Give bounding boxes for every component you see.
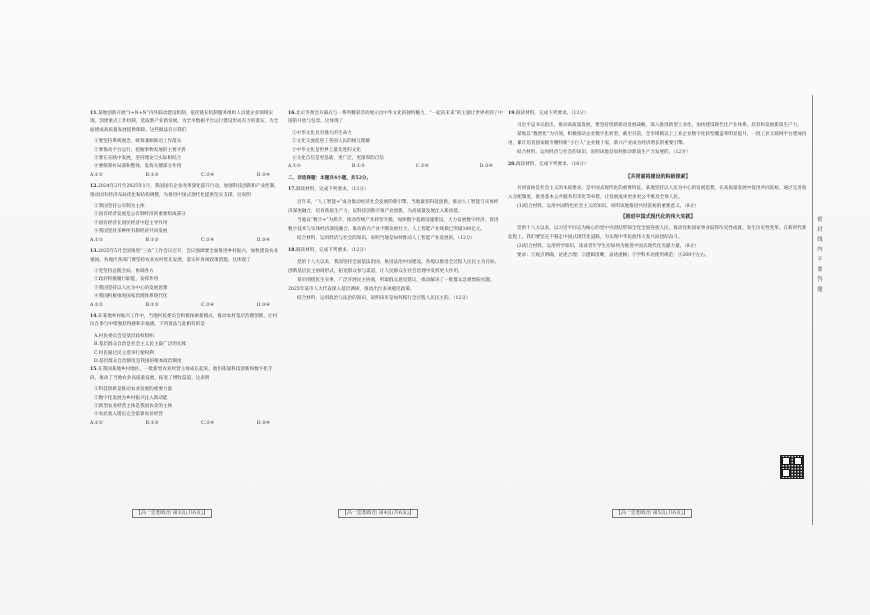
- option: D.基层群众自治制度是我国的根本政治制度: [94, 358, 182, 364]
- question-number: 14.: [90, 313, 98, 319]
- page-footer: 【高一思想政治 第3页(共6页)】: [132, 509, 212, 518]
- option: ②政府积极履行职能，发挥作用: [94, 277, 159, 283]
- option: ④要统筹好局部和整体，发挥关键部分作用: [94, 164, 182, 170]
- option: ④文化自信是更基础、更广泛、更深厚的自信: [292, 156, 384, 162]
- answer-choices: [90, 420, 280, 428]
- question-15: [90, 366, 280, 383]
- question-number: 15.: [90, 367, 98, 373]
- question-stem: 某地创新开展“1+N+N”内外联动建设机制，依托链长机制服务组织人员使企业领域实现。创建重点工作机制，选取新产业新发展，为全市数据平台运行建设形成有力的落实，为全面建成高质量发展提供保障。这些做法启示我们: [90, 111, 279, 133]
- section-heading: 二、非选择题：本题共4小题，共52分。: [288, 175, 372, 181]
- question-prompt: 结合材料，运用经济与社会的知识，说明当地是如何推动人工智能产业发展的。（12分）: [297, 235, 476, 241]
- choice-a: A.①②: [90, 237, 104, 243]
- material-paragraph: 某市围绕民生实事，广泛开展民主协商，听取群众意见建议，推动解决了一批群众急难愁盼问题。2025年某市人大代表深入基层调研，推动出台多项惠民政策。: [288, 278, 495, 293]
- answer-choices: [90, 172, 280, 180]
- choice-a: A.①②: [288, 164, 302, 170]
- page-column-3: [508, 110, 808, 510]
- question-stem: 在我国某地乡村地区，一批新型农业经营主体成长起来。他们依靠科技创新和数字化手段，推动了当地农业高质量发展，拓宽了增收渠道。这表明: [90, 367, 273, 381]
- material-box-title: 【共同富裕建设的积极探索】: [625, 173, 691, 180]
- answer-choices: [90, 302, 280, 310]
- choice-b: B.①③: [351, 164, 365, 170]
- question-stem: 阅读材料，完成下列要求。（12分）: [296, 247, 369, 253]
- option: ④农民收入增长完全依靠农业经营: [94, 412, 163, 418]
- question-prompt: (2)结合材料，运用所学知识，谈谈青年学生应如何为推进中国式现代化贡献力量。（8分）: [517, 243, 699, 249]
- question-14: [90, 313, 280, 330]
- question-stem: 2024年2月至2025年1月，我国国有企业改革深化提升行动，加强科技创新和产业控制，推动国有经济布局优化和结构调整，为推进中国式现代化提供坚实支撑。这说明: [90, 184, 279, 198]
- option: ②文化交流促进了各国人民的相互理解: [292, 139, 371, 145]
- option: ①要坚持系统观念，统筹兼顾推动工作落实: [94, 139, 182, 145]
- question-stem: 北京冬奥会开幕式与一系列精彩活动展示出中华文化的独特魅力，“一起向未来”的主题让世界看到了中国的开放与包容。这体现了: [288, 111, 503, 125]
- question-number: 13.: [90, 249, 98, 255]
- question-18: [288, 247, 503, 255]
- material-paragraph: 当地以“数字+”为抓手，推动传统产业转型升级，加快数字基础设施建设，大力发展数字经济，促进数字技术与实体经济深度融合，推动新兴产业不断发展壮大，人工智能产业规模已突破100亿元。: [288, 217, 499, 232]
- choice-d: D.③④: [256, 237, 270, 243]
- choice-d: D.③④: [256, 302, 270, 308]
- question-prompt: 结合材料，运用政治与法治的知识，说明该市是如何践行全过程人民民主的。（12分）: [297, 296, 471, 302]
- question-number: 11.: [90, 111, 98, 116]
- material-paragraph: 党的十八大以来，我国坚持全面依法治国，推进法治中国建设。各地以推进全过程人民民主为目标，创新基层民主协商形式，拓宽群众参与渠道，让人民群众在社会治理中发挥更大作用。: [288, 260, 500, 275]
- material-paragraph: 习近平总书记指出，推动高质量发展，要坚持创新驱动发展战略，深入推进新型工业化，加快建设现代化产业体系，培育和发展新质生产力。: [517, 123, 802, 129]
- material-paragraph: 某地以“数智化”为引领，积极推动企业数字化转型。截至目前，全市规模以上工业企业数字化转型覆盖率明显提升，一批工业互联网平台建成投用，累计培育国家级专精特新“小巨人”企业数十家，新兴产业成为经济增长的重要引擎。: [508, 132, 807, 147]
- page-column-2: [288, 110, 503, 510]
- answer-requirements: 要求：①观点明确，论述合理；②逻辑清晰，表述流畅；③学科术语使用规范；④200字左右。: [517, 252, 710, 258]
- question-number: 16.: [288, 111, 296, 116]
- option: ②要推动平台运行，把握事物发展的主要矛盾: [94, 147, 186, 153]
- option: ①党坚持总揽全局、协调各方: [94, 268, 154, 274]
- binding-notice: 密封线内不要答题: [817, 217, 823, 293]
- option: ①中华文化具有强大的生命力: [292, 130, 352, 136]
- material-paragraph: 党的十八大以来，以习近平同志为核心的党中央团结带领全党全国各族人民，推动党和国家事业取得历史性成就、发生历史性变革。在新时代新征程上，我们要坚定不移走中国式现代化道路，为实现中华民族伟大复兴而团结奋斗。: [508, 225, 807, 240]
- option: ④我国坚持多种所有制经济共同发展: [94, 229, 168, 235]
- material-box-title: 【推进中国式现代化的伟大实践】: [620, 213, 696, 220]
- choice-a: A.①②: [90, 302, 104, 308]
- choice-c: C.②④: [201, 237, 215, 243]
- page-column-1: [90, 110, 280, 510]
- qr-code: [780, 455, 804, 479]
- question-17: [288, 186, 503, 194]
- option: ①科技创新是推动农业发展的重要力量: [94, 387, 173, 393]
- choice-b: B.①③: [145, 302, 159, 308]
- option: B.基层群众自治是社会主义民主最广泛的实践: [94, 342, 187, 348]
- choice-c: C.②④: [201, 420, 215, 426]
- question-11: [90, 110, 280, 135]
- option: A.村民委员会是基层政权组织: [94, 333, 154, 339]
- question-number: 17.: [288, 187, 296, 193]
- answer-choices: [288, 163, 503, 171]
- option: ③要在实践中发展，坚持理论与实际相结合: [94, 156, 182, 162]
- option: ①我国坚持公有制为主体: [94, 204, 145, 210]
- question-19: [508, 110, 808, 118]
- question-number: 19.: [508, 111, 516, 116]
- option: ③新型农业经营主体是我国农业的主体: [94, 404, 173, 409]
- binding-line: [812, 95, 813, 525]
- question-12: [90, 183, 280, 200]
- question-number: 12.: [90, 184, 98, 190]
- question-prompt: (1)结合材料，运用中国特色社会主义的知识，说明该地推进共同富裕的重要意义。（8分）: [517, 203, 699, 209]
- material-paragraph: 近年来，“人工智能+”成为推动经济社会发展的新引擎。当地紧扣科技创新，推动人工智能与实体经济深度融合，培育新质生产力，以科技创新引领产业创新，为高质量发展注入新动能。: [288, 199, 499, 214]
- option: C.村民通过民主选举行使权利: [94, 350, 154, 356]
- question-prompt: 结合材料，运用经济与社会的知识，说明该地是如何推动新质生产力发展的。（12分）: [517, 150, 691, 156]
- choice-c: C.②④: [415, 164, 429, 170]
- choice-d: D.③④: [479, 164, 493, 170]
- question-20: [508, 161, 808, 169]
- option: ②国有经济发展是公有制经济的重要组成部分: [94, 212, 186, 218]
- choice-b: B.①③: [145, 172, 159, 178]
- choice-d: D.③④: [256, 172, 270, 178]
- question-number: 20.: [508, 162, 516, 168]
- question-13: [90, 248, 280, 265]
- question-16: [288, 110, 503, 127]
- option: ③国有经济在国民经济中起主导作用: [94, 220, 168, 226]
- answer-choices: [90, 237, 280, 245]
- choice-c: C.②④: [201, 172, 215, 178]
- option: ④我国积极推进国家治理体系现代化: [94, 294, 168, 300]
- choice-d: D.③④: [256, 420, 270, 426]
- option: ③我国坚持以人民为中心的发展思想: [94, 285, 168, 291]
- option: ②数字化发展为乡村振兴注入新动能: [94, 395, 168, 401]
- question-stem: 阅读材料，完成下列要求。（16分）: [516, 162, 589, 168]
- question-stem: 阅读材料，完成下列要求。（12分）: [516, 111, 589, 116]
- question-number: 18.: [288, 247, 296, 253]
- question-stem: 阅读材料，完成下列要求。（12分）: [296, 187, 369, 193]
- choice-a: A.①②: [90, 172, 104, 178]
- page-footer: 【高一思想政治 第5页(共6页)】: [612, 509, 692, 518]
- question-stem: 2025年5月全国推进“三农”工作会议召开，会议强调要全面推进乡村振兴，加快建设农业强国。各地区各部门要坚持农业农村优先发展，落实好各项政策措施。这体现了: [90, 249, 279, 263]
- material-paragraph: 共同富裕是社会主义的本质要求，是中国式现代化的重要特征。某地坚持以人民为中心的发展思想，在高质量发展中促进共同富裕，通过完善收入分配制度、推进基本公共服务均等化等举措，让发展成果更多更公平惠及全体人民。: [508, 185, 807, 200]
- option: ③中华文化是世界上最先进的文化: [292, 147, 361, 153]
- choice-b: B.①③: [145, 420, 159, 426]
- choice-c: C.②④: [201, 302, 215, 308]
- page-footer: 【高一思想政治 第4页(共6页)】: [338, 509, 418, 518]
- choice-a: A.①②: [90, 420, 104, 426]
- question-stem: 在某地乡村振兴工作中，当地村民委员会积极探索新模式，推动农村基层治理创新，让村民在参与中增强获得感和幸福感。下列说法与此相符的是: [90, 313, 278, 328]
- choice-b: B.①③: [145, 237, 159, 243]
